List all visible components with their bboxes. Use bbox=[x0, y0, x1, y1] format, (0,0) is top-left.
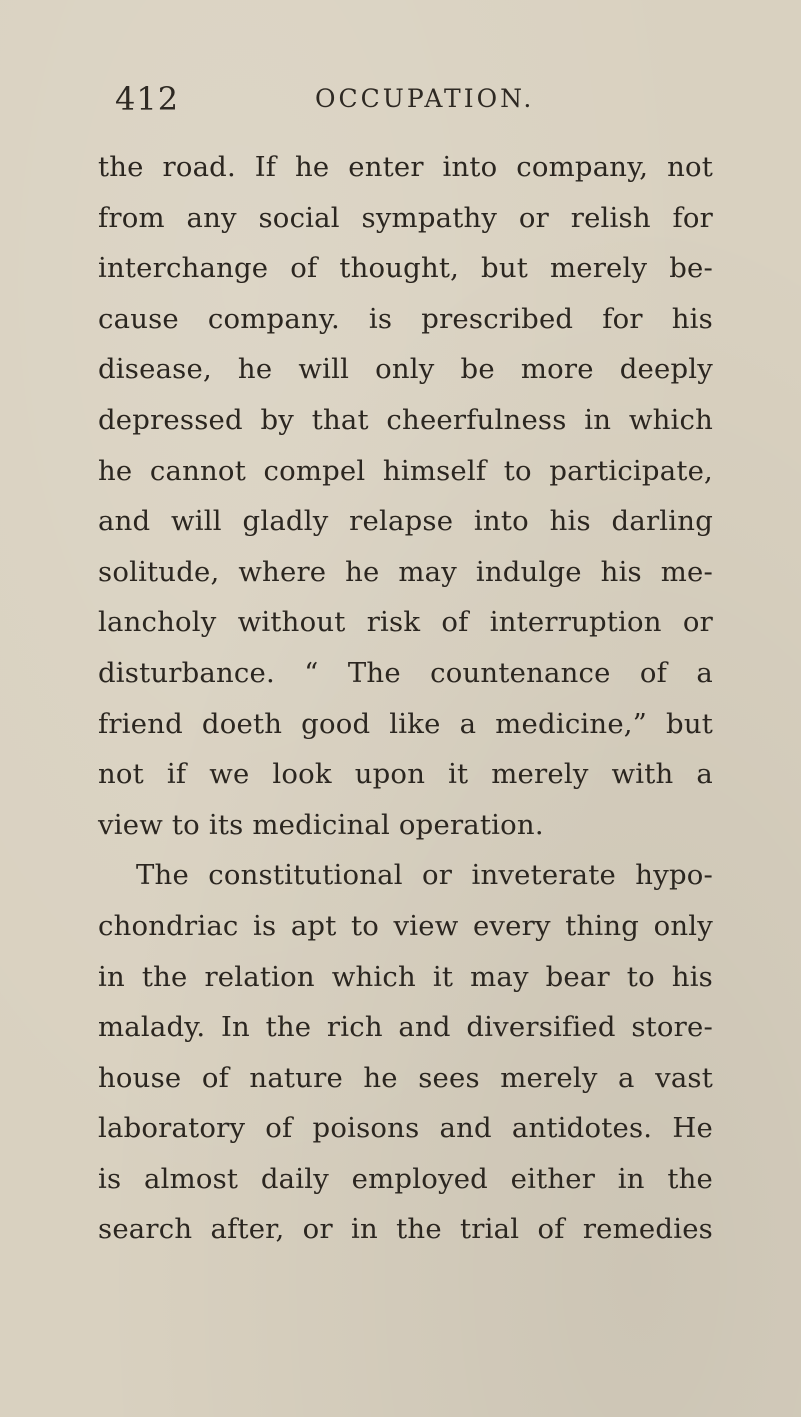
page-number: 412 bbox=[115, 80, 180, 118]
paragraph-end-line: view to its medicinal operation. bbox=[98, 808, 544, 841]
text-line: depressed by that cheerfulness in which bbox=[98, 403, 713, 436]
page-header bbox=[115, 80, 705, 124]
text-line: lancholy without risk of interruption or bbox=[98, 606, 713, 639]
text-line: the road. If he enter into company, not bbox=[98, 151, 713, 183]
text-line: disease, he will only be more deeply bbox=[98, 353, 713, 386]
text-line: cause company. is prescribed for his bbox=[98, 302, 713, 335]
text-line: house of nature he sees merely a vast bbox=[98, 1061, 713, 1094]
text-line: is almost daily employed either in the bbox=[98, 1162, 713, 1195]
text-line: not if we look upon it merely with a bbox=[98, 758, 713, 791]
running-head: OCCUPATION. bbox=[315, 84, 535, 113]
text-line: search after, or in the trial of remedies bbox=[98, 1213, 713, 1246]
text-line: disturbance. “ The countenance of a bbox=[98, 656, 713, 689]
text-line: from any social sympathy or relish for bbox=[98, 201, 713, 234]
text-line: malady. In the rich and diversified store- bbox=[98, 1011, 713, 1044]
text-line: he cannot compel himself to participate, bbox=[98, 454, 713, 487]
paragraph-start-line: The constitutional or inveterate hypo- bbox=[136, 859, 713, 892]
text-line: laboratory of poisons and antidotes. He bbox=[98, 1112, 713, 1145]
text-line: and will gladly relapse into his darling bbox=[98, 505, 713, 538]
text-line: friend doeth good like a medicine,” but bbox=[98, 707, 713, 740]
body-text bbox=[98, 142, 713, 1255]
text-line: solitude, where he may indulge his me- bbox=[98, 555, 713, 588]
text-line: in the relation which it may bear to his bbox=[98, 960, 713, 993]
text-line: chondriac is apt to view every thing only bbox=[98, 909, 713, 942]
text-line: interchange of thought, but merely be- bbox=[98, 252, 713, 285]
